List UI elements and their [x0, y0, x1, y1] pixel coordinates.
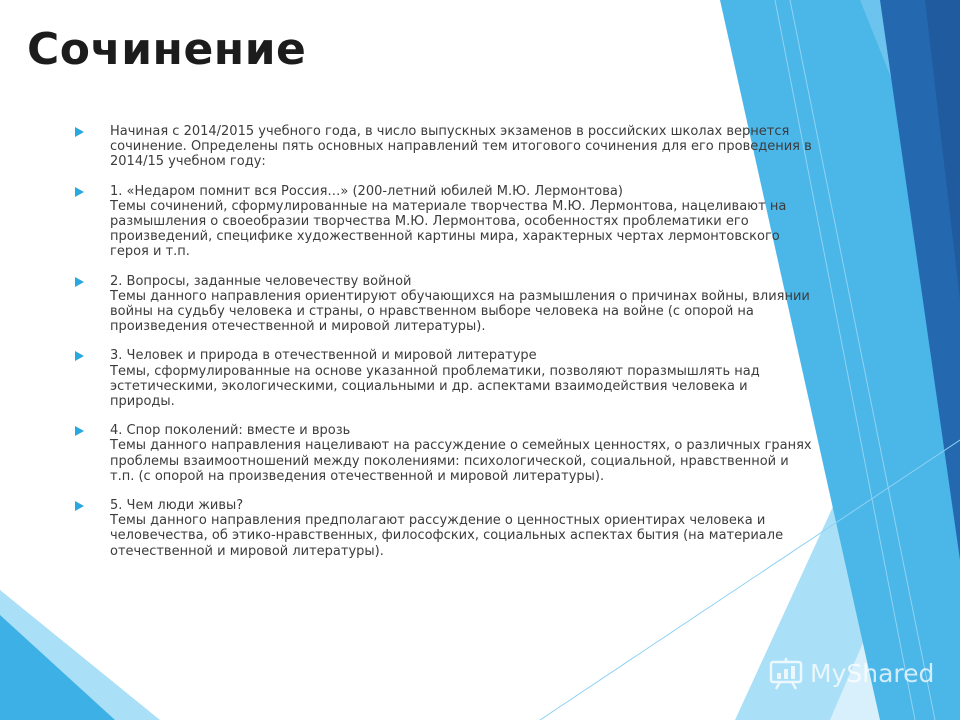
arrow-bullet-icon: [74, 124, 110, 137]
list-item-text: [110, 423, 874, 484]
text-line: т.п. (с опорой на произведения отечественной и мировой литературы).: [110, 468, 605, 484]
text-line: проблемы взаимоотношений между поколениями: психологической, социальной, нравственной и: [110, 453, 789, 469]
arrow-bullet-icon: [74, 184, 110, 197]
text-line: человечества, об этико-нравственных, философских, социальных аспектах бытия (на материале: [110, 528, 784, 544]
arrow-bullet-icon: [74, 274, 110, 287]
arrow-bullet-icon: [74, 423, 110, 436]
text-line: Темы данного направления предполагают рассуждение о ценностных ориентирах человека и: [110, 513, 766, 529]
text-line: Темы сочинений, сформулированные на материале творчества М.Ю. Лермонтова, нацеливают на: [110, 198, 787, 214]
list-item-text: [110, 124, 874, 170]
text-line: Темы данного направления нацеливают на рассуждение о семейных ценностях, о различных гранях: [110, 438, 812, 454]
list-item-text: [110, 348, 874, 409]
text-line: эстетическими, экологическими, социальными и др. аспектами взаимодействия человека и: [110, 378, 748, 394]
text-line: 5. Чем люди живы?: [110, 498, 244, 514]
text-line: произведения отечественной и мировой литературы).: [110, 319, 486, 335]
text-line: Начиная с 2014/2015 учебного года, в число выпускных экзаменов в российских школах вернется: [110, 124, 790, 139]
list-item: [74, 184, 874, 260]
text-line: сочинение. Определены пять основных направлений тем итогового сочинения для его проведения в: [110, 139, 812, 155]
text-line: природы.: [110, 394, 175, 410]
bullet-list: [74, 124, 874, 573]
list-item-text: [110, 498, 874, 559]
text-line: размышления о своеобразии творчества М.Ю. Лермонтова, особенностях проблематики его: [110, 214, 749, 230]
text-line: войны на судьбу человека и страны, о нравственном выборе человека на войне (с опорой на: [110, 304, 754, 320]
text-line: 1. «Недаром помнит вся Россия…» (200-летний юбилей М.Ю. Лермонтова): [110, 183, 623, 199]
list-item: [74, 124, 874, 170]
text-line: 3. Человек и природа в отечественной и мировой литературе: [110, 348, 537, 364]
list-item-text: [110, 274, 874, 335]
text-line: 2. Вопросы, заданные человечеству войной: [110, 273, 412, 289]
list-item-text: [110, 184, 874, 260]
list-item: [74, 423, 874, 484]
watermark: [768, 656, 934, 690]
text-line: отечественной и мировой литературы).: [110, 543, 384, 559]
bottom-left-blue-triangle: [0, 615, 115, 720]
text-line: 4. Спор поколений: вместе и врозь: [110, 423, 351, 439]
presentation-board-icon: [768, 656, 804, 690]
arrow-bullet-icon: [74, 498, 110, 511]
text-line: произведений, специфике художественной картины мира, характерных чертах лермонтовского: [110, 229, 780, 245]
text-line: героя и т.п.: [110, 244, 190, 260]
text-line: 2014/15 учебном году:: [110, 154, 266, 170]
text-line: Темы, сформулированные на основе указанной проблематики, позволяют поразмышлять над: [110, 363, 760, 379]
list-item: [74, 274, 874, 335]
list-item: [74, 498, 874, 559]
arrow-bullet-icon: [74, 348, 110, 361]
watermark-text: MyShared: [810, 658, 935, 688]
slide-title: Сочинение: [27, 24, 307, 75]
text-line: Темы данного направления ориентируют обучающихся на размышления о причинах войны, влиянии: [110, 288, 810, 304]
list-item: [74, 348, 874, 409]
